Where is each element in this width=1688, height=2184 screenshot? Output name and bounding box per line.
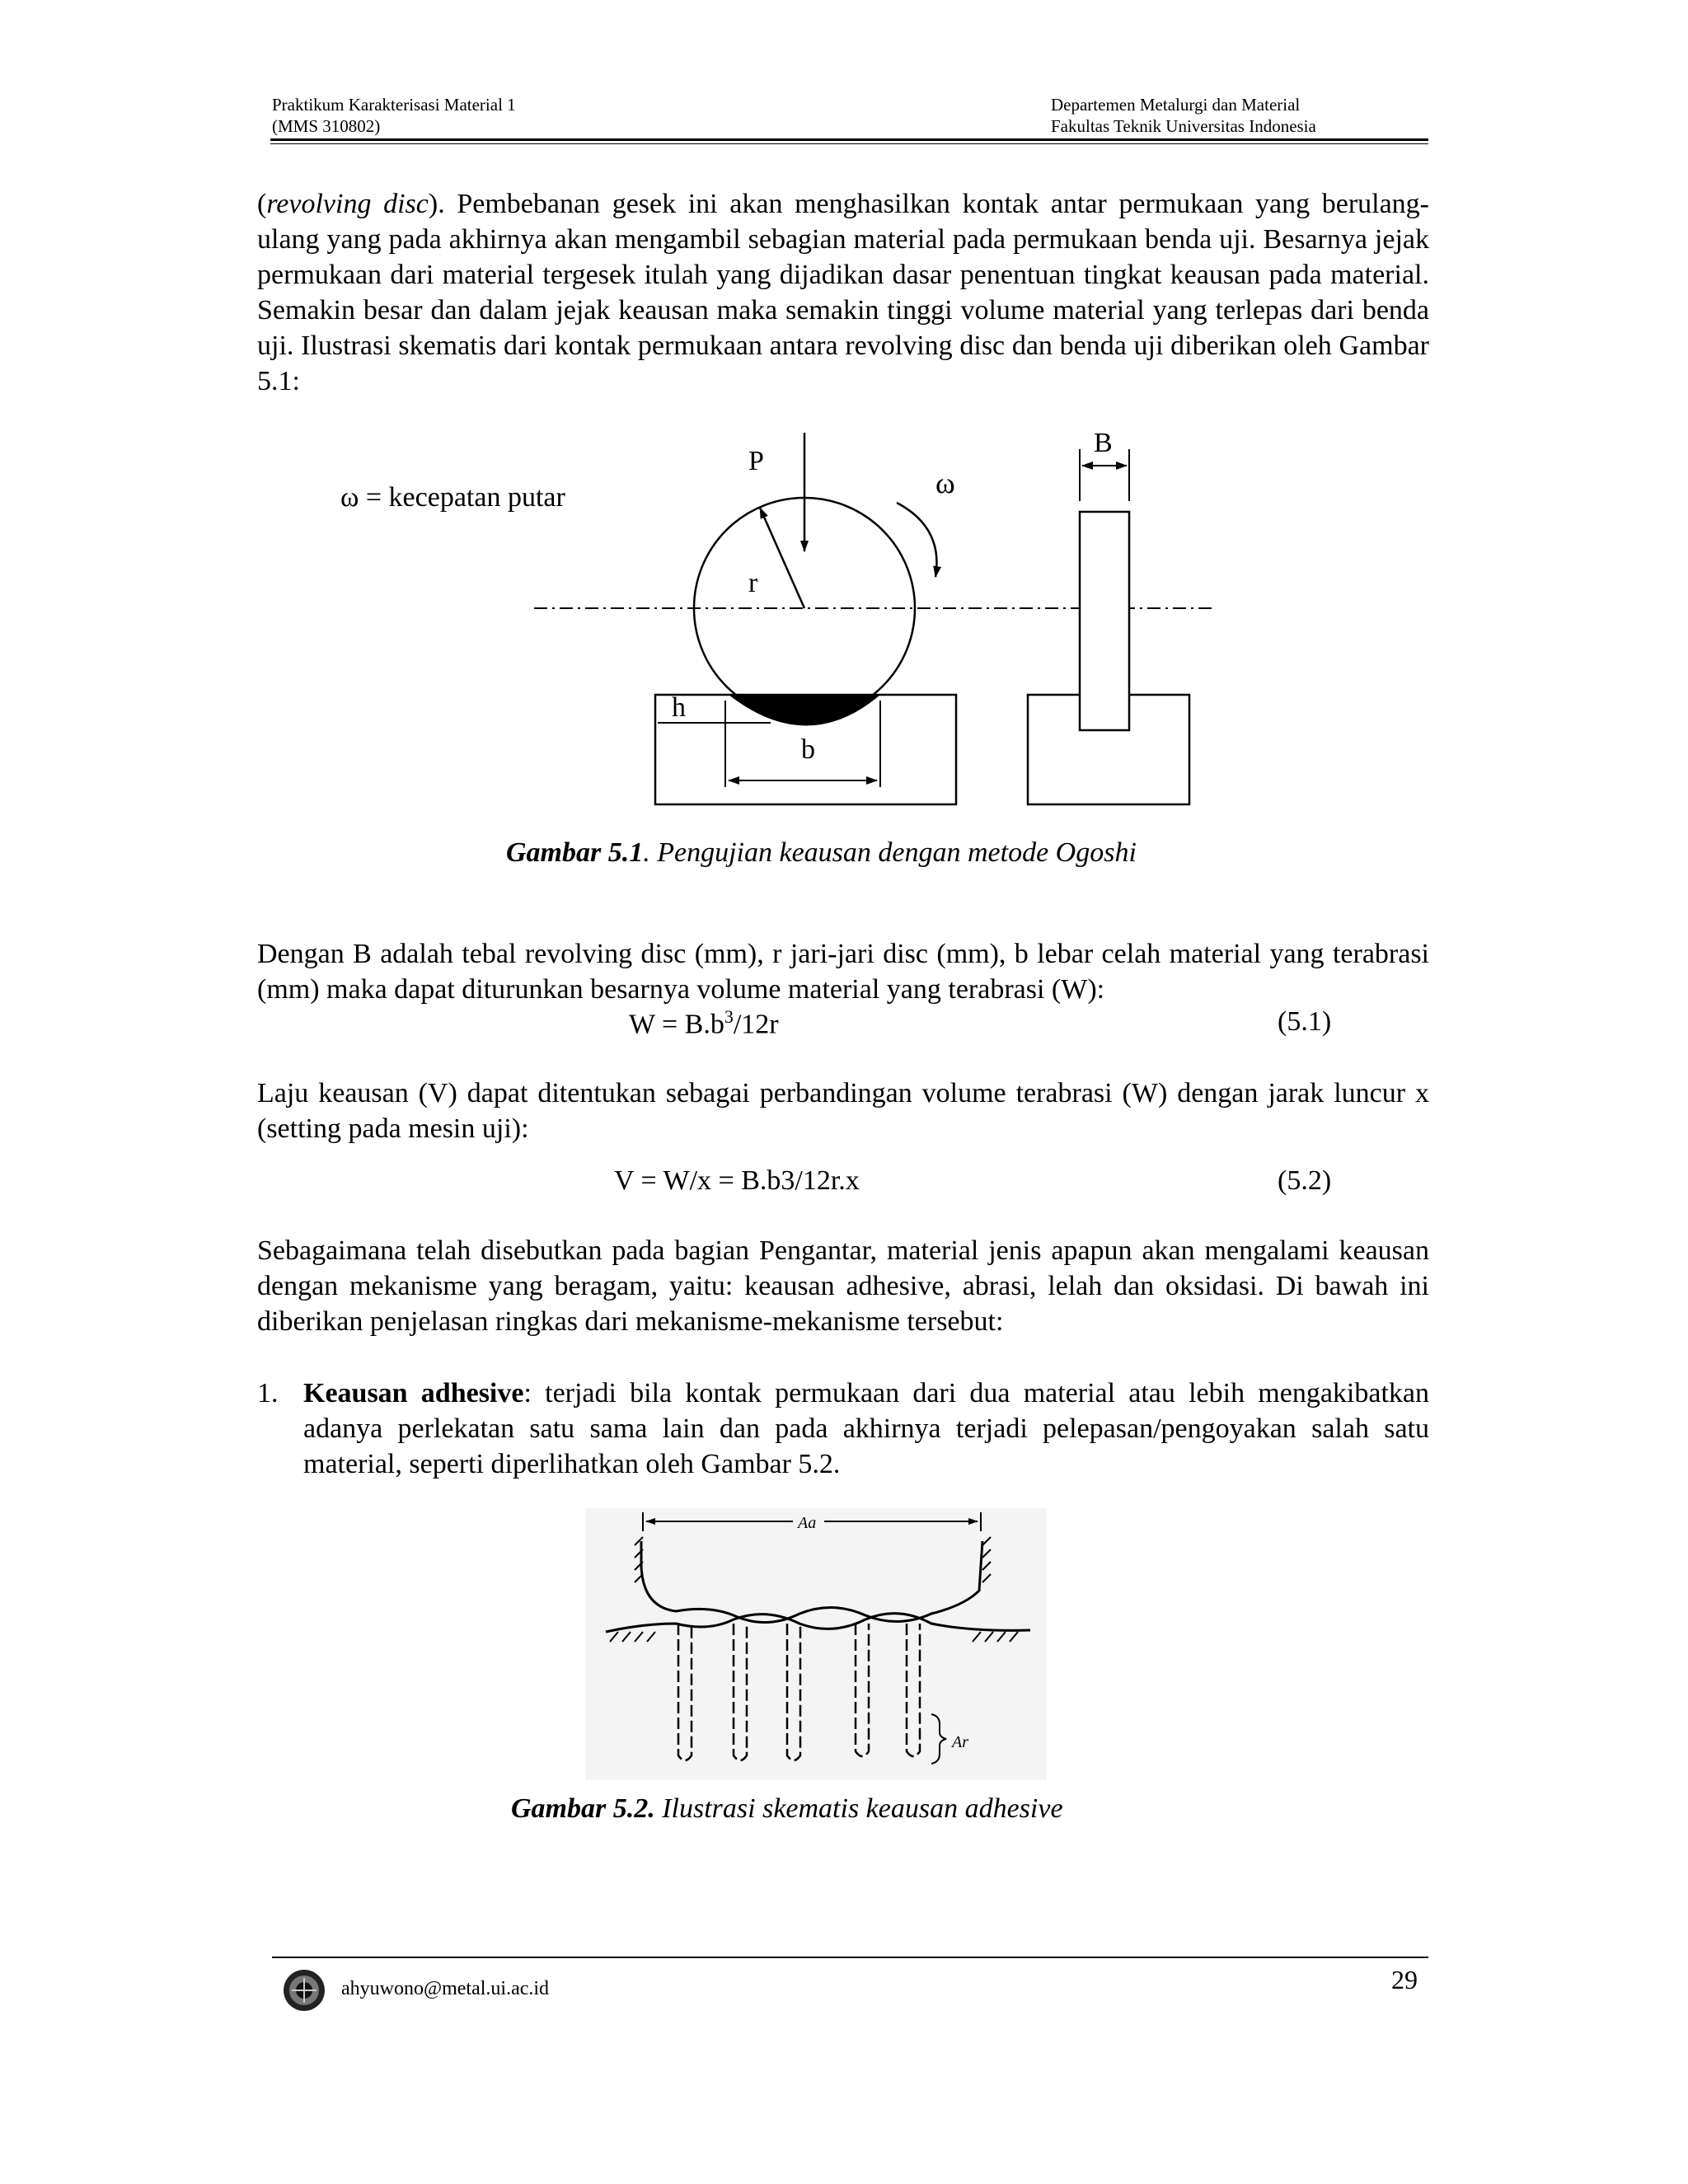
equation-5-1-number: (5.1)	[1278, 1006, 1332, 1037]
header-faculty: Fakultas Teknik Universitas Indonesia	[1051, 116, 1316, 136]
label-Ar: Ar	[952, 1733, 968, 1751]
label-B: B	[1094, 428, 1113, 458]
figure1-caption-label: Gambar 5.1	[506, 837, 644, 868]
page-number: 29	[1391, 1965, 1418, 1994]
figure1-caption	[506, 837, 1137, 869]
figure2-caption-label: Gambar 5.2.	[511, 1793, 655, 1824]
label-P: P	[748, 446, 764, 476]
list-item-text: : terjadi bila kontak permukaan dari dua material atau lebih mengakibatkan adanya perlekatan satu sama lain dan pada akhirnya terjadi pelepasan/pengoyakan salah satu material, seperti diperlihatkan oleh Gambar 5.2.	[303, 1378, 1429, 1479]
figure-ogoshi-diagram	[0, 0, 1688, 841]
label-Aa: Aa	[798, 1514, 817, 1532]
equation-5-1-rhs: /12r	[733, 1009, 779, 1040]
label-b: b	[801, 734, 815, 765]
label-r: r	[748, 568, 758, 598]
equation-5-1-lhs: W = B.b	[629, 1009, 724, 1040]
header-course-code: (MMS 310802)	[272, 116, 381, 136]
paragraph-wear-rate: Laju keausan (V) dapat ditentukan sebagai perbandingan volume terabrasi (W) dengan jarak luncur x (setting pada mesin uji):	[257, 1078, 1429, 1144]
list-item-adhesive	[303, 1376, 1429, 1482]
list-item-term: Keausan adhesive	[303, 1378, 524, 1408]
footer-rule	[272, 1957, 1428, 1958]
footer-email: ahyuwono@metal.ui.ac.id	[341, 1978, 550, 1999]
equation-5-2-number: (5.2)	[1278, 1165, 1332, 1196]
wear-scar	[729, 695, 880, 726]
italic-term: revolving disc	[266, 189, 429, 219]
label-omega: ω	[935, 466, 955, 499]
paragraph-intro: (revolving disc). Pembebanan gesek ini akan menghasilkan kontak antar permukaan yang berulang-ulang yang pada akhirnya akan mengambil sebagian material pada permukaan benda uji. Besarnya jejak permukaan dari material tergesek itulah yang dijadikan dasar penentuan tingkat keausan pada material. Semakin besar dan dalam jejak keausan maka semakin tinggi volume material yang terlepas dari benda uji. Ilustrasi skematis dari kontak permukaan antara revolving disc dan benda uji diberikan oleh Gambar 5.1:	[257, 189, 1430, 396]
university-seal-icon	[282, 1968, 326, 2013]
header-department: Departemen Metalurgi dan Material	[1051, 95, 1301, 115]
equation-5-1	[629, 1006, 779, 1040]
equation-5-2: V = W/x = B.b3/12r.x	[614, 1165, 860, 1196]
paragraph-definitions: Dengan B adalah tebal revolving disc (mm), r jari-jari disc (mm), b lebar celah material yang terabrasi (mm) maka dapat diturunkan besarnya volume material yang terabrasi (W):	[257, 939, 1429, 1005]
figure2-background	[585, 1508, 1047, 1780]
radius-arrow	[760, 508, 804, 608]
list-item-number: 1.	[257, 1378, 279, 1408]
figure-adhesive-diagram	[577, 1508, 1055, 1780]
omega-legend: ω = kecepatan putar	[340, 482, 565, 513]
equation-5-1-exponent: 3	[724, 1006, 734, 1027]
paragraph-mechanisms: Sebagaimana telah disebutkan pada bagian Pengantar, material jenis apapun akan mengalami keausan dengan mekanisme yang beragam, yaitu: keausan adhesive, abrasi, lelah dan oksidasi. Di bawah ini diberikan penjelasan ringkas dari mekanisme-mekanisme tersebut:	[257, 1235, 1429, 1337]
label-h: h	[672, 692, 686, 723]
figure1-caption-text: . Pengujian keausan dengan metode Ogoshi	[643, 837, 1137, 868]
header-course-title: Praktikum Karakterisasi Material 1	[272, 95, 516, 115]
side-disc	[1080, 512, 1129, 730]
figure2-caption-text: Ilustrasi skematis keausan adhesive	[654, 1793, 1063, 1824]
paragraph-intro-text: ). Pembebanan gesek ini akan menghasilkan kontak antar permukaan yang berulang-ulang yang pada akhirnya akan mengambil sebagian material pada permukaan benda uji. Besarnya jejak permukaan dari material tergesek itulah yang dijadikan dasar penentuan tingkat keausan pada material. Semakin besar dan dalam jejak keausan maka semakin tinggi volume material yang terlepas dari benda uji. Ilustrasi skematis dari kontak permukaan antara revolving disc dan benda uji diberikan oleh Gambar 5.1:	[257, 189, 1430, 396]
figure2-caption	[511, 1793, 1063, 1825]
rotation-arrow	[897, 503, 936, 577]
